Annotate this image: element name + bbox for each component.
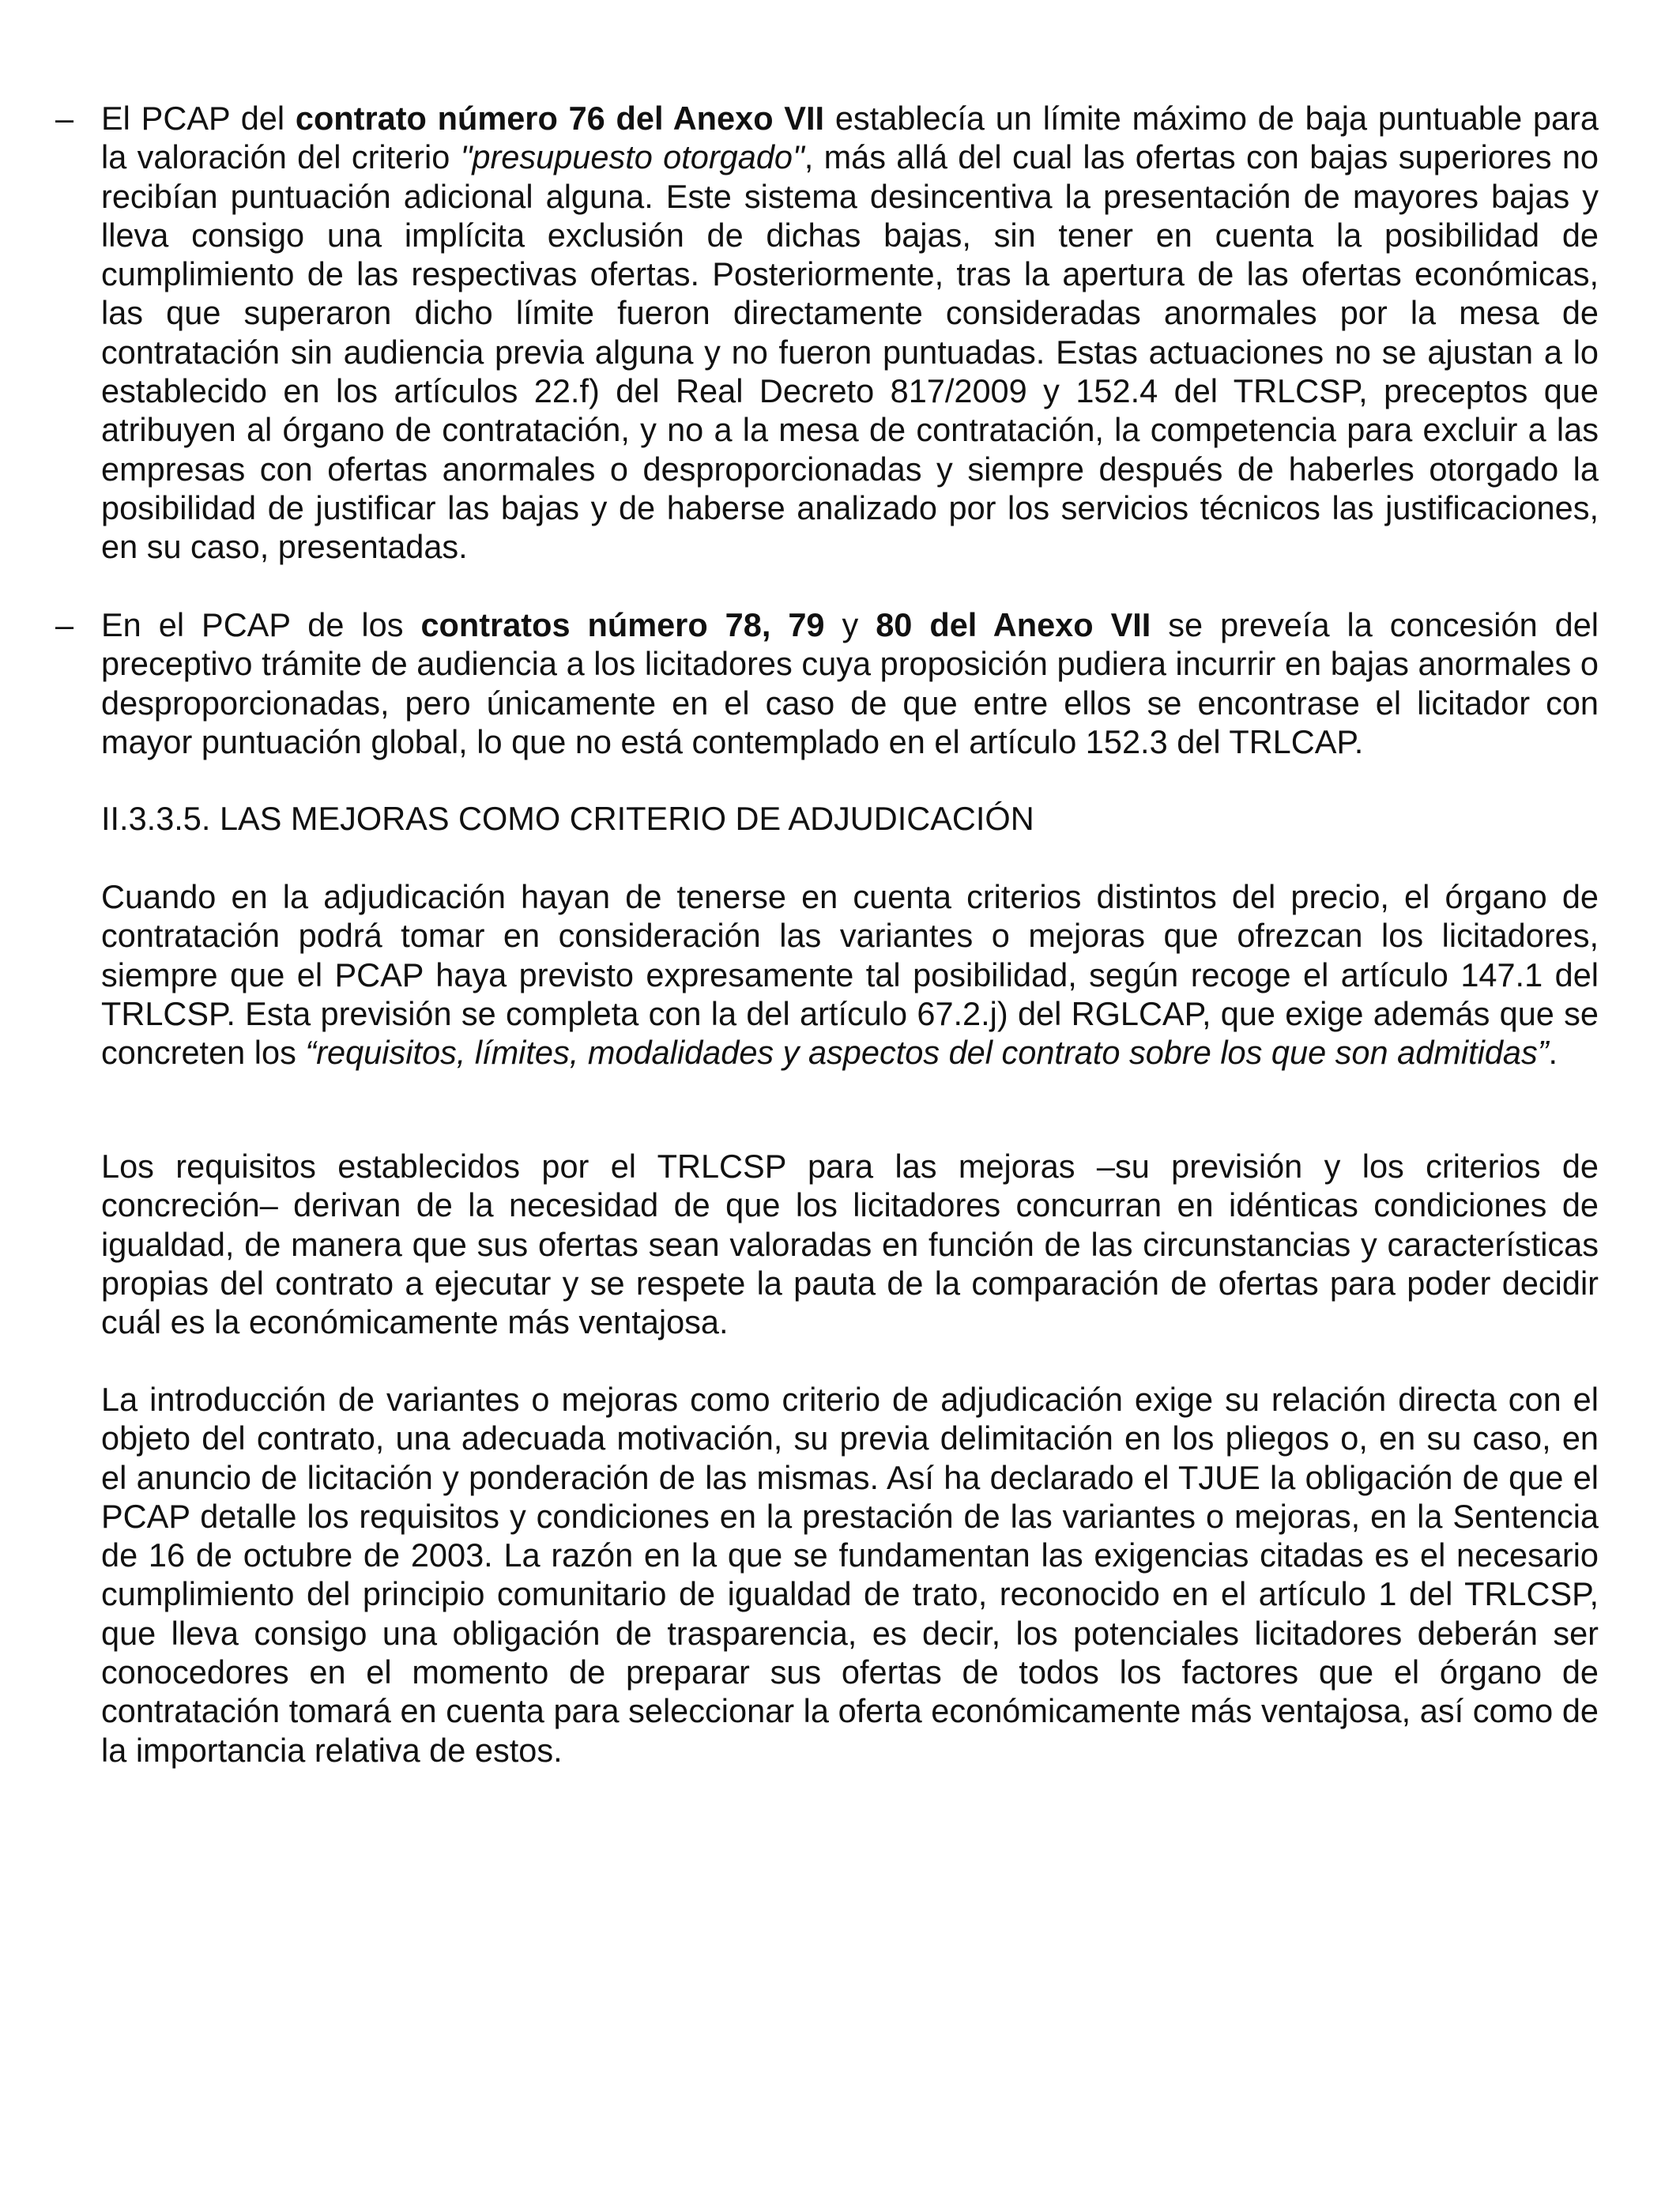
text-run: En el PCAP de los xyxy=(101,606,421,643)
section-heading: II.3.3.5. LAS MEJORAS COMO CRITERIO DE ADJUDICACIÓN xyxy=(101,800,1034,837)
text-run: La introducción de variantes o mejoras como criterio de adjudicación exige su relación directa con el objeto del contrato, una adecuada motivación, su previa delimitación en los pliegos o, en su caso, en el anuncio de licitación y ponderación de las mismas. Así ha declarado el TJUE la obligación de que el PCAP detalle los requisitos y condiciones en la prestación de las variantes o mejoras, en la Sentencia de 16 de octubre de 2003. La razón en la que se fundamentan las exigencias citadas es el necesario cumplimiento del principio comunitario de igualdad de trato, reconocido en el artículo 1 del TRLCSP, que lleva consigo una obligación de trasparencia, es decir, los potenciales licitadores deberán ser conocedores en el momento de preparar sus ofertas de todos los factores que el órgano de contratación tomará en cuenta para seleccionar la oferta económicamente más ventajosa, así como de la importancia relativa de estos. xyxy=(101,1381,1599,1769)
italic-text-run: “requisitos, límites, modalidades y aspectos del contrato sobre los que son admitidas” xyxy=(305,1034,1549,1072)
italic-text-run: "presupuesto otorgado" xyxy=(460,138,804,176)
bullet-dash: – xyxy=(55,606,74,643)
bold-text-run: 80 del Anexo VII xyxy=(876,606,1151,643)
body-paragraph xyxy=(101,1380,1599,1770)
text-run: . xyxy=(1548,1034,1558,1072)
bullet-item-contratos-78-79-80 xyxy=(101,605,1599,761)
bullet-dash: – xyxy=(55,100,74,137)
text-run: El PCAP del xyxy=(101,100,296,137)
text-run: establecía un límite máximo de baja puntuable para la valoración del criterio xyxy=(101,100,1599,176)
bold-text-run: contratos número 78, 79 xyxy=(420,606,825,643)
text-run: y xyxy=(824,606,876,643)
body-paragraph xyxy=(101,1147,1599,1341)
bold-text-run: contrato número 76 del Anexo VII xyxy=(295,100,825,137)
body-paragraph xyxy=(101,877,1599,1072)
text-run: , más allá del cual las ofertas con bajas superiores no recibían puntuación adicional alguna. Este sistema desincentiva la presentación de mayores bajas y lleva consigo una implícita exclusión de dichas bajas, sin tener en cuenta la posibilidad de cumplimiento de las respectivas ofertas. Posteriormente, tras la apertura de las ofertas económicas, las que superaron dicho límite fueron directamente consideradas anormales por la mesa de contratación sin audiencia previa alguna y no fueron puntuadas. Estas actuaciones no se ajustan a lo establecido en los artículos 22.f) del Real Decreto 817/2009 y 152.4 del TRLCSP, preceptos que atribuyen al órgano de contratación, y no a la mesa de contratación, la competencia para excluir a las empresas con ofertas anormales o desproporcionadas y siempre después de haberles otorgado la posibilidad de justificar las bajas y de haberse analizado por los servicios técnicos las justificaciones, en su caso, presentadas. xyxy=(101,138,1599,566)
bullet-item-contrato-76 xyxy=(101,99,1599,567)
text-run: se preveía la concesión del preceptivo trámite de audiencia a los licitadores cuya proposición pudiera incurrir en bajas anormales o desproporcionadas, pero únicamente en el caso de que entre ellos se encontrase el licitador con mayor puntuación global, lo que no está contemplado en el artículo 152.3 del TRLCAP. xyxy=(101,606,1599,760)
text-run: Los requisitos establecidos por el TRLCSP para las mejoras –su previsión y los criterios de concreción– derivan de la necesidad de que los licitadores concurran en idénticas condiciones de igualdad, de manera que sus ofertas sean valoradas en función de las circunstancias y características propias del contrato a ejecutar y se respete la pauta de la comparación de ofertas para poder decidir cuál es la económicamente más ventajosa. xyxy=(101,1148,1599,1341)
text-run: Cuando en la adjudicación hayan de tenerse en cuenta criterios distintos del precio, el órgano de contratación podrá tomar en consideración las variantes o mejoras que ofrezcan los licitadores, siempre que el PCAP haya previsto expresamente tal posibilidad, según recoge el artículo 147.1 del TRLCSP. Esta previsión se completa con la del artículo 67.2.j) del RGLCAP, que exige además que se concreten los xyxy=(101,878,1599,1072)
